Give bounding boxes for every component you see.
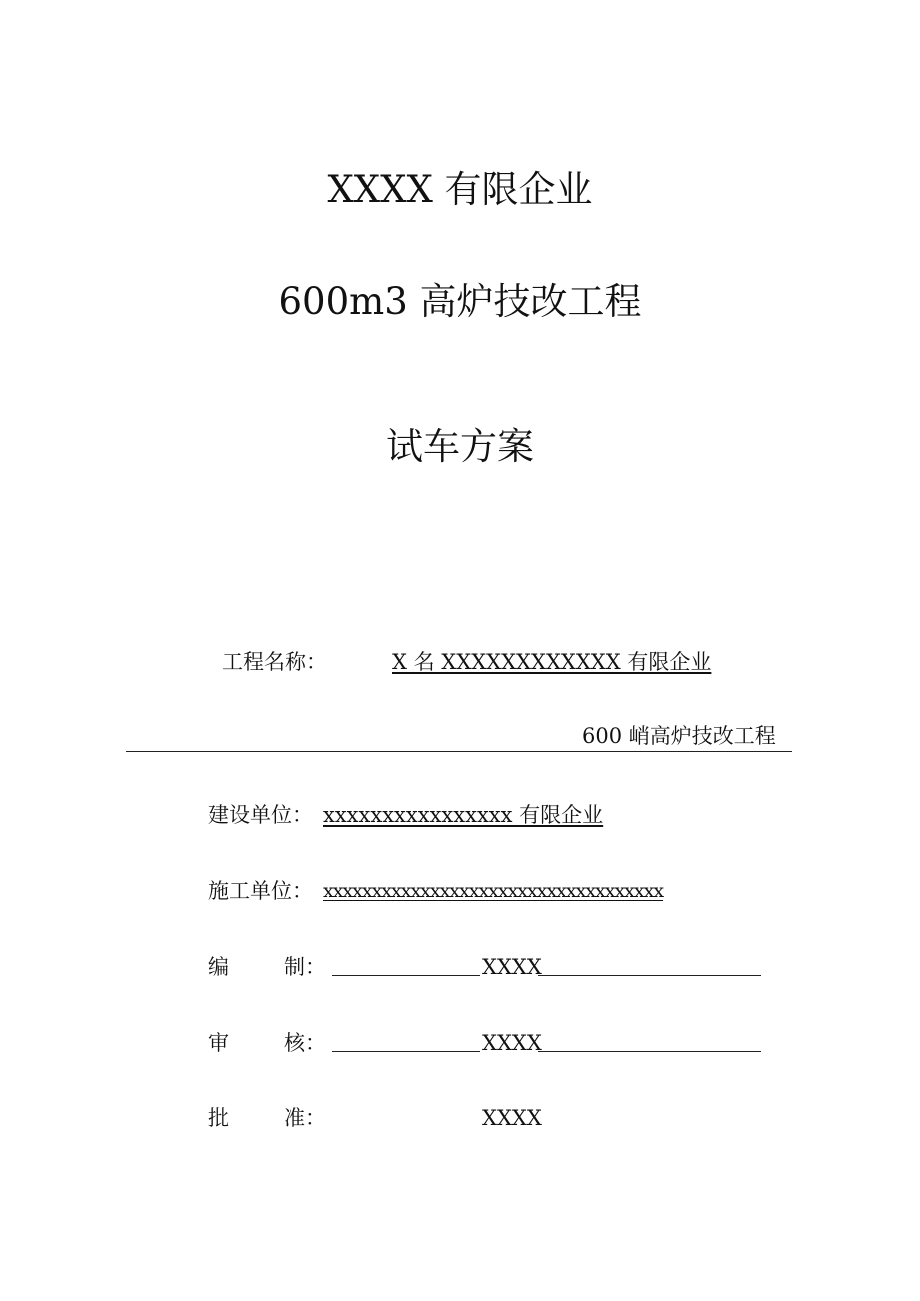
compiled-by-underline-right: [538, 975, 761, 976]
reviewed-by-label-char2: 核：: [284, 1031, 326, 1055]
reviewed-by-underline-right: [538, 1051, 761, 1052]
compiled-by-label-char1: 编: [208, 955, 229, 979]
document-type-title: 试车方案: [386, 425, 534, 468]
approved-by-label-char1: 批: [208, 1106, 229, 1130]
project-name-label: 工程名称：: [222, 650, 327, 674]
project-name-value-line1: X 名 XXXXXXXXXXXX 有限企业: [392, 650, 712, 674]
approved-by-label-char2: 准：: [284, 1106, 326, 1130]
project-name-underline: [126, 751, 792, 752]
owner-value: xxxxxxxxxxxxxxxx 有限企业: [323, 803, 604, 827]
compiled-by-label-char2: 制：: [284, 955, 326, 979]
contractor-label: 施工单位：: [208, 879, 313, 903]
compiled-by-value: XXXX: [482, 955, 542, 979]
reviewed-by-underline-left: [332, 1051, 480, 1052]
approved-by-value: XXXX: [482, 1106, 542, 1130]
reviewed-by-label-char1: 审: [208, 1031, 229, 1055]
company-title: XXXX 有限企业: [327, 168, 593, 211]
compiled-by-underline-left: [332, 975, 480, 976]
project-name-value-line2: 600 峭高炉技改工程: [582, 724, 776, 748]
reviewed-by-value: XXXX: [482, 1031, 542, 1055]
contractor-value: xxxxxxxxxxxxxxxxxxxxxxxxxxxxxxxxxxx: [323, 880, 664, 902]
project-title: 600m3 高炉技改工程: [278, 280, 642, 323]
owner-label: 建设单位：: [208, 803, 313, 827]
